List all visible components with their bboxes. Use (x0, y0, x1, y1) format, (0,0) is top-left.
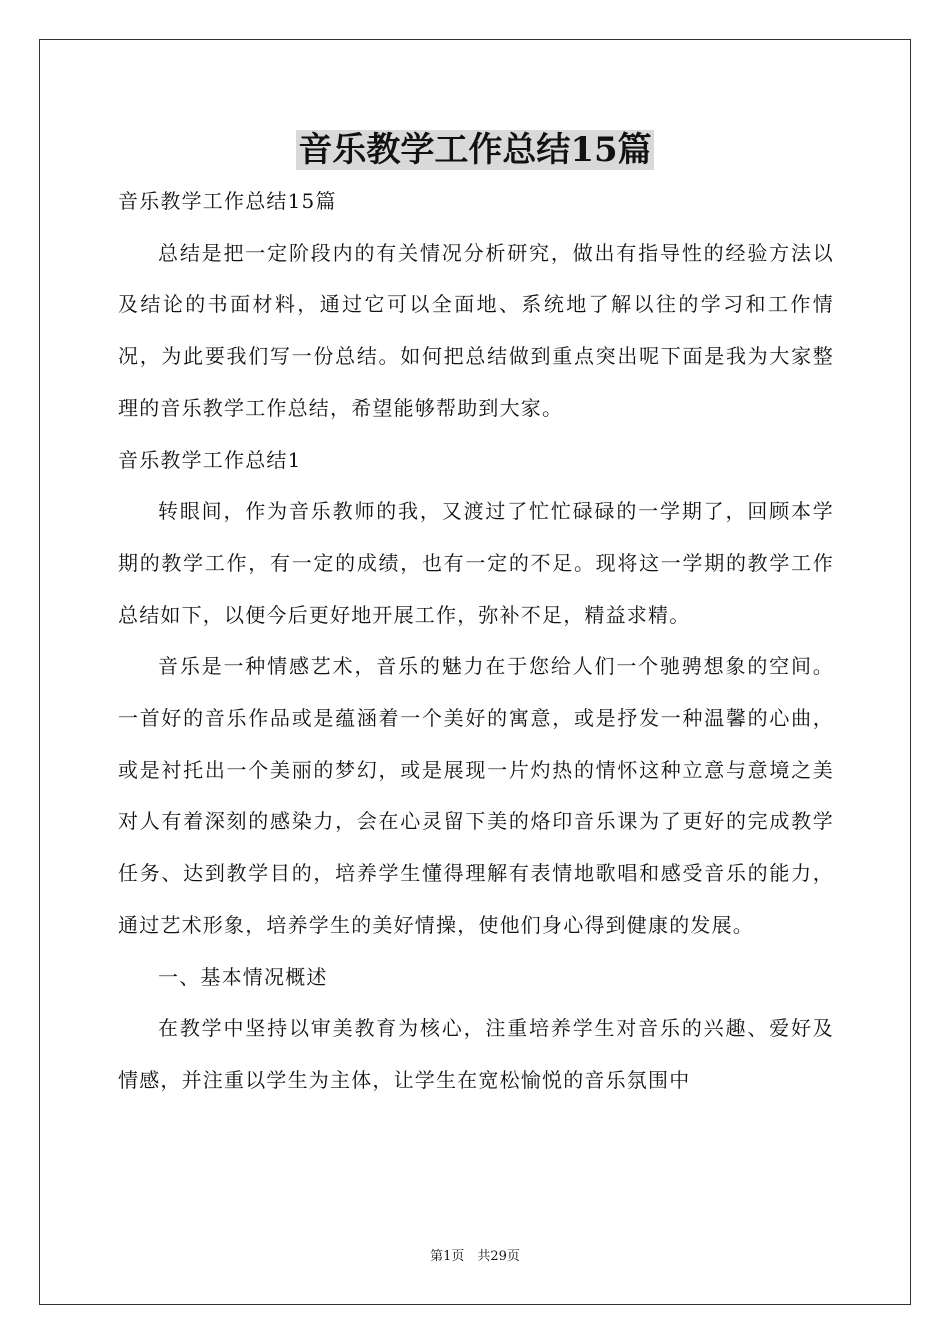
section-heading: 一、基本情况概述 (158, 964, 328, 989)
document-title (0, 126, 950, 174)
page-footer (0, 1248, 950, 1266)
document-title-text: 音乐教学工作总结15篇 (298, 130, 652, 170)
paragraph: 音乐是一种情感艺术，音乐的魅力在于您给人们一个驰骋想象的空间。一首好的音乐作品或是蕴涵着一个美好的寓意，或是抒发一种温馨的心曲，或是衬托出一个美丽的梦幻，或是展现一片灼热的情怀这种立意与意境之美对人有着深刻的感染力，会在心灵留下美的烙印音乐课为了更好的完成教学任务、达到教学目的，培养学生懂得理解有表情地歌唱和感受音乐的能力，通过艺术形象，培养学生的美好情操，使他们身心得到健康的发展。 (118, 654, 834, 937)
paragraph: 在教学中坚持以审美教育为核心，注重培养学生对音乐的兴趣、爱好及情感，并注重以学生为主体，让学生在宽松愉悦的音乐氛围中 (118, 1016, 834, 1092)
paragraph: 转眼间，作为音乐教师的我，又渡过了忙忙碌碌的一学期了，回顾本学期的教学工作，有一定的成绩，也有一定的不足。现将这一学期的教学工作总结如下，以便今后更好地开展工作，弥补不足，精益求精。 (118, 499, 834, 627)
document-body (118, 176, 834, 1107)
subheading: 音乐教学工作总结1 (118, 447, 302, 472)
subheading: 音乐教学工作总结15篇 (118, 189, 337, 213)
page-number: 第1页 共29页 (430, 1249, 520, 1264)
paragraph: 总结是把一定阶段内的有关情况分析研究，做出有指导性的经验方法以及结论的书面材料，通过它可以全面地、系统地了解以往的学习和工作情况，为此要我们写一份总结。如何把总结做到重点突出呢下面是我为大家整理的音乐教学工作总结，希望能够帮助到大家。 (118, 240, 834, 420)
